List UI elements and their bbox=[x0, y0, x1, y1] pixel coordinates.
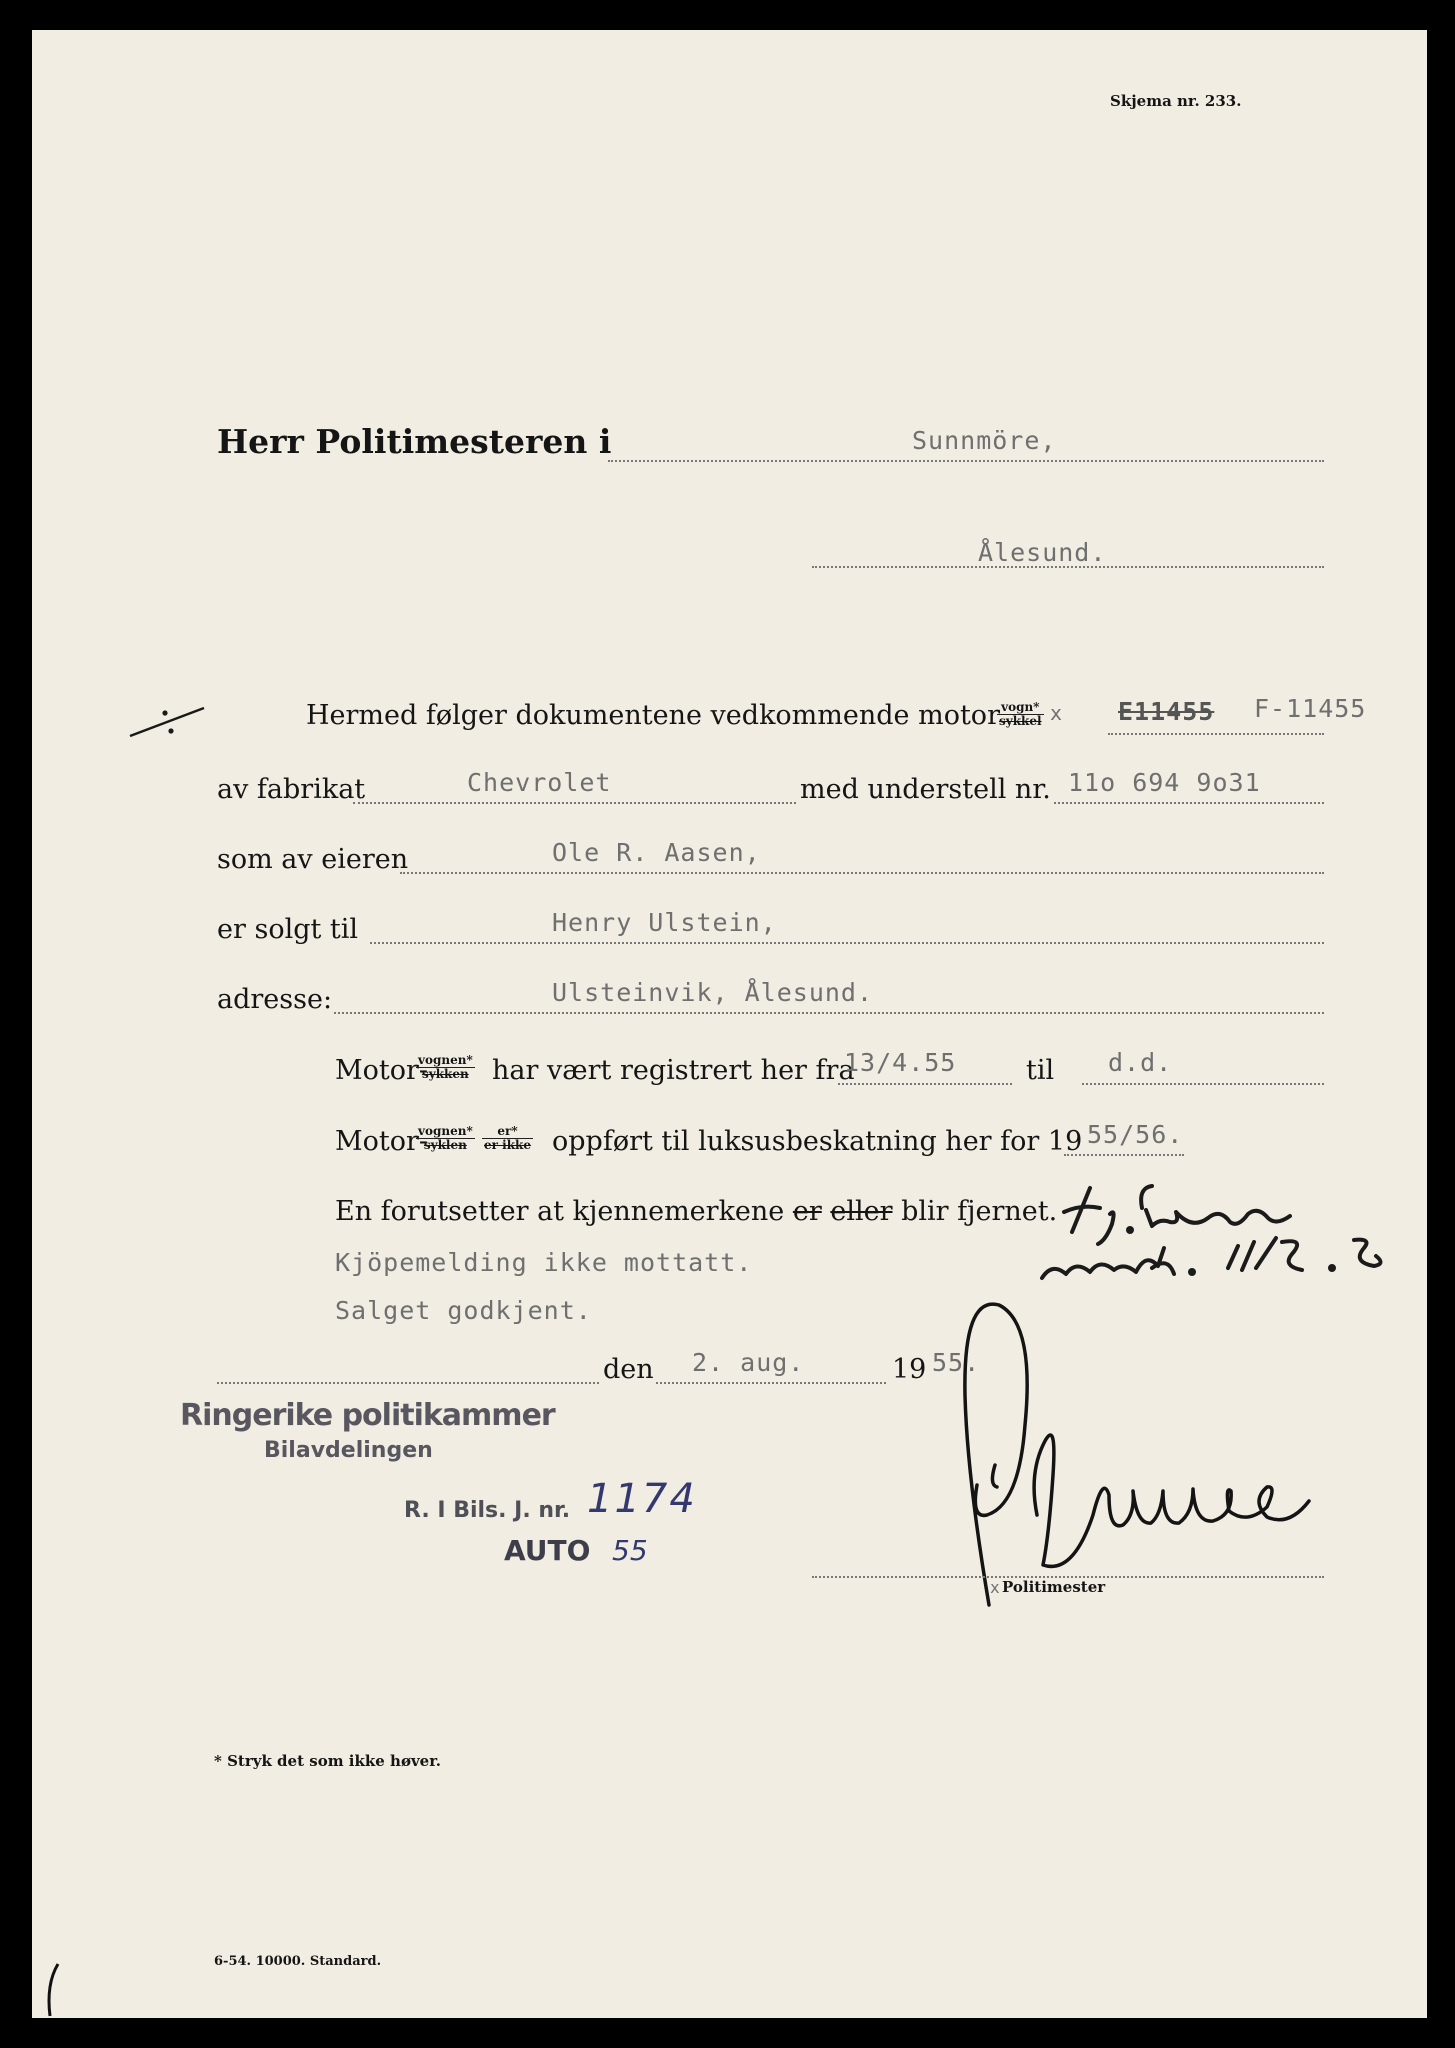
fraction-bottom: sykkel bbox=[999, 714, 1042, 728]
forutsetter-text bbox=[335, 1196, 1057, 1227]
fraction-top: vogn* bbox=[997, 701, 1044, 715]
motor-dotline bbox=[1108, 733, 1324, 735]
eier-dotline bbox=[400, 872, 1324, 874]
den-label: den bbox=[603, 1354, 654, 1385]
solgt-value: Henry Ulstein, bbox=[552, 908, 777, 937]
solgt-dotline bbox=[370, 942, 1324, 944]
margin-mark-icon bbox=[128, 700, 208, 740]
document-sheet bbox=[32, 30, 1427, 2018]
motor-line-label: Hermed følger dokumentene vedkommende motor bbox=[306, 700, 1000, 731]
motor2-year-dotline bbox=[1064, 1154, 1184, 1156]
stamp-line2: Bilavdelingen bbox=[264, 1438, 433, 1463]
schema-number: Skjema nr. 233. bbox=[1110, 92, 1242, 110]
understell-value: 11o 694 9o31 bbox=[1068, 768, 1261, 797]
stamp-auto-label: AUTO bbox=[504, 1534, 591, 1567]
fabrikat-value: Chevrolet bbox=[467, 768, 612, 797]
stamp-journal-label: R. I Bils. J. nr. bbox=[404, 1498, 571, 1523]
fraction-top: er* bbox=[482, 1125, 533, 1139]
forutsetter-part-a: En forutsetter at kjennemerkene bbox=[335, 1196, 785, 1227]
politimester-x: x bbox=[990, 1578, 1001, 1597]
fraction-bottom: syklen bbox=[423, 1138, 467, 1152]
motor2-fraction-vogn bbox=[416, 1125, 475, 1152]
eier-label: som av eieren bbox=[217, 844, 409, 875]
fraction-top: vognen* bbox=[418, 1053, 473, 1067]
motor2-text: oppført til luksusbeskatning her for 19 bbox=[552, 1126, 1083, 1157]
date-dotline bbox=[656, 1382, 886, 1384]
fraction-bottom: er ikke bbox=[484, 1138, 531, 1152]
adresse-value: Ulsteinvik, Ålesund. bbox=[552, 978, 874, 1007]
motor-line-fraction bbox=[997, 701, 1044, 728]
motor2-fraction-er bbox=[482, 1125, 533, 1152]
year-value: 55. bbox=[932, 1348, 981, 1377]
stamp-journal-number: 1174 bbox=[587, 1476, 697, 1522]
motor1-fraction bbox=[416, 1054, 475, 1081]
edge-mark-icon bbox=[38, 1960, 68, 2020]
motor-struck-number: E11455 bbox=[1118, 697, 1215, 726]
note-salget: Salget godkjent. bbox=[335, 1296, 592, 1325]
solgt-label: er solgt til bbox=[217, 914, 359, 945]
heading-dotline bbox=[608, 460, 1324, 462]
footnote: * Stryk det som ikke høver. bbox=[214, 1752, 441, 1770]
forutsetter-er: er bbox=[792, 1196, 822, 1227]
motor1-prefix: Motor- bbox=[335, 1055, 429, 1086]
fabrikat-dotline bbox=[353, 802, 796, 804]
heading-value: Sunnmöre, bbox=[912, 426, 1057, 455]
motor-x: x bbox=[1050, 701, 1064, 725]
motor1-to: d.d. bbox=[1108, 1048, 1173, 1077]
motor1-from-dotline bbox=[838, 1083, 1012, 1085]
stamp-line1: Ringerike politikammer bbox=[180, 1398, 555, 1433]
year-prefix: 19 bbox=[892, 1354, 927, 1385]
motor1-to-dotline bbox=[1082, 1083, 1324, 1085]
fraction-bottom: sykken bbox=[422, 1067, 469, 1081]
heading: Herr Politimesteren i bbox=[217, 422, 612, 461]
print-info: 6-54. 10000. Standard. bbox=[214, 1954, 382, 1969]
den-date: 2. aug. bbox=[692, 1348, 805, 1377]
fabrikat-label: av fabrikat bbox=[217, 774, 366, 805]
place-date-dotline bbox=[217, 1382, 599, 1384]
motor1-til: til bbox=[1026, 1055, 1055, 1086]
motor1-text: har vært registrert her fra bbox=[492, 1055, 855, 1086]
fraction-top: vognen* bbox=[418, 1124, 473, 1138]
understell-dotline bbox=[1054, 802, 1324, 804]
motor2-prefix: Motor- bbox=[335, 1126, 429, 1157]
adresse-label: adresse: bbox=[217, 984, 333, 1015]
motor1-from: 13/4.55 bbox=[844, 1048, 957, 1077]
registration-number: F-11455 bbox=[1254, 694, 1367, 723]
place-value: Ålesund. bbox=[978, 538, 1107, 567]
motor2-year: 55/56. bbox=[1087, 1120, 1184, 1149]
forutsetter-eller: eller bbox=[830, 1196, 893, 1227]
note-kjopemelding: Kjöpemelding ikke mottatt. bbox=[335, 1248, 753, 1277]
politimester-label: Politimester bbox=[1002, 1578, 1106, 1596]
forutsetter-part-b: blir fjernet. bbox=[901, 1196, 1058, 1227]
adresse-dotline bbox=[334, 1012, 1324, 1014]
eier-value: Ole R. Aasen, bbox=[552, 838, 761, 867]
stamp-auto-value: 55 bbox=[612, 1534, 648, 1567]
understell-label: med understell nr. bbox=[800, 774, 1051, 805]
